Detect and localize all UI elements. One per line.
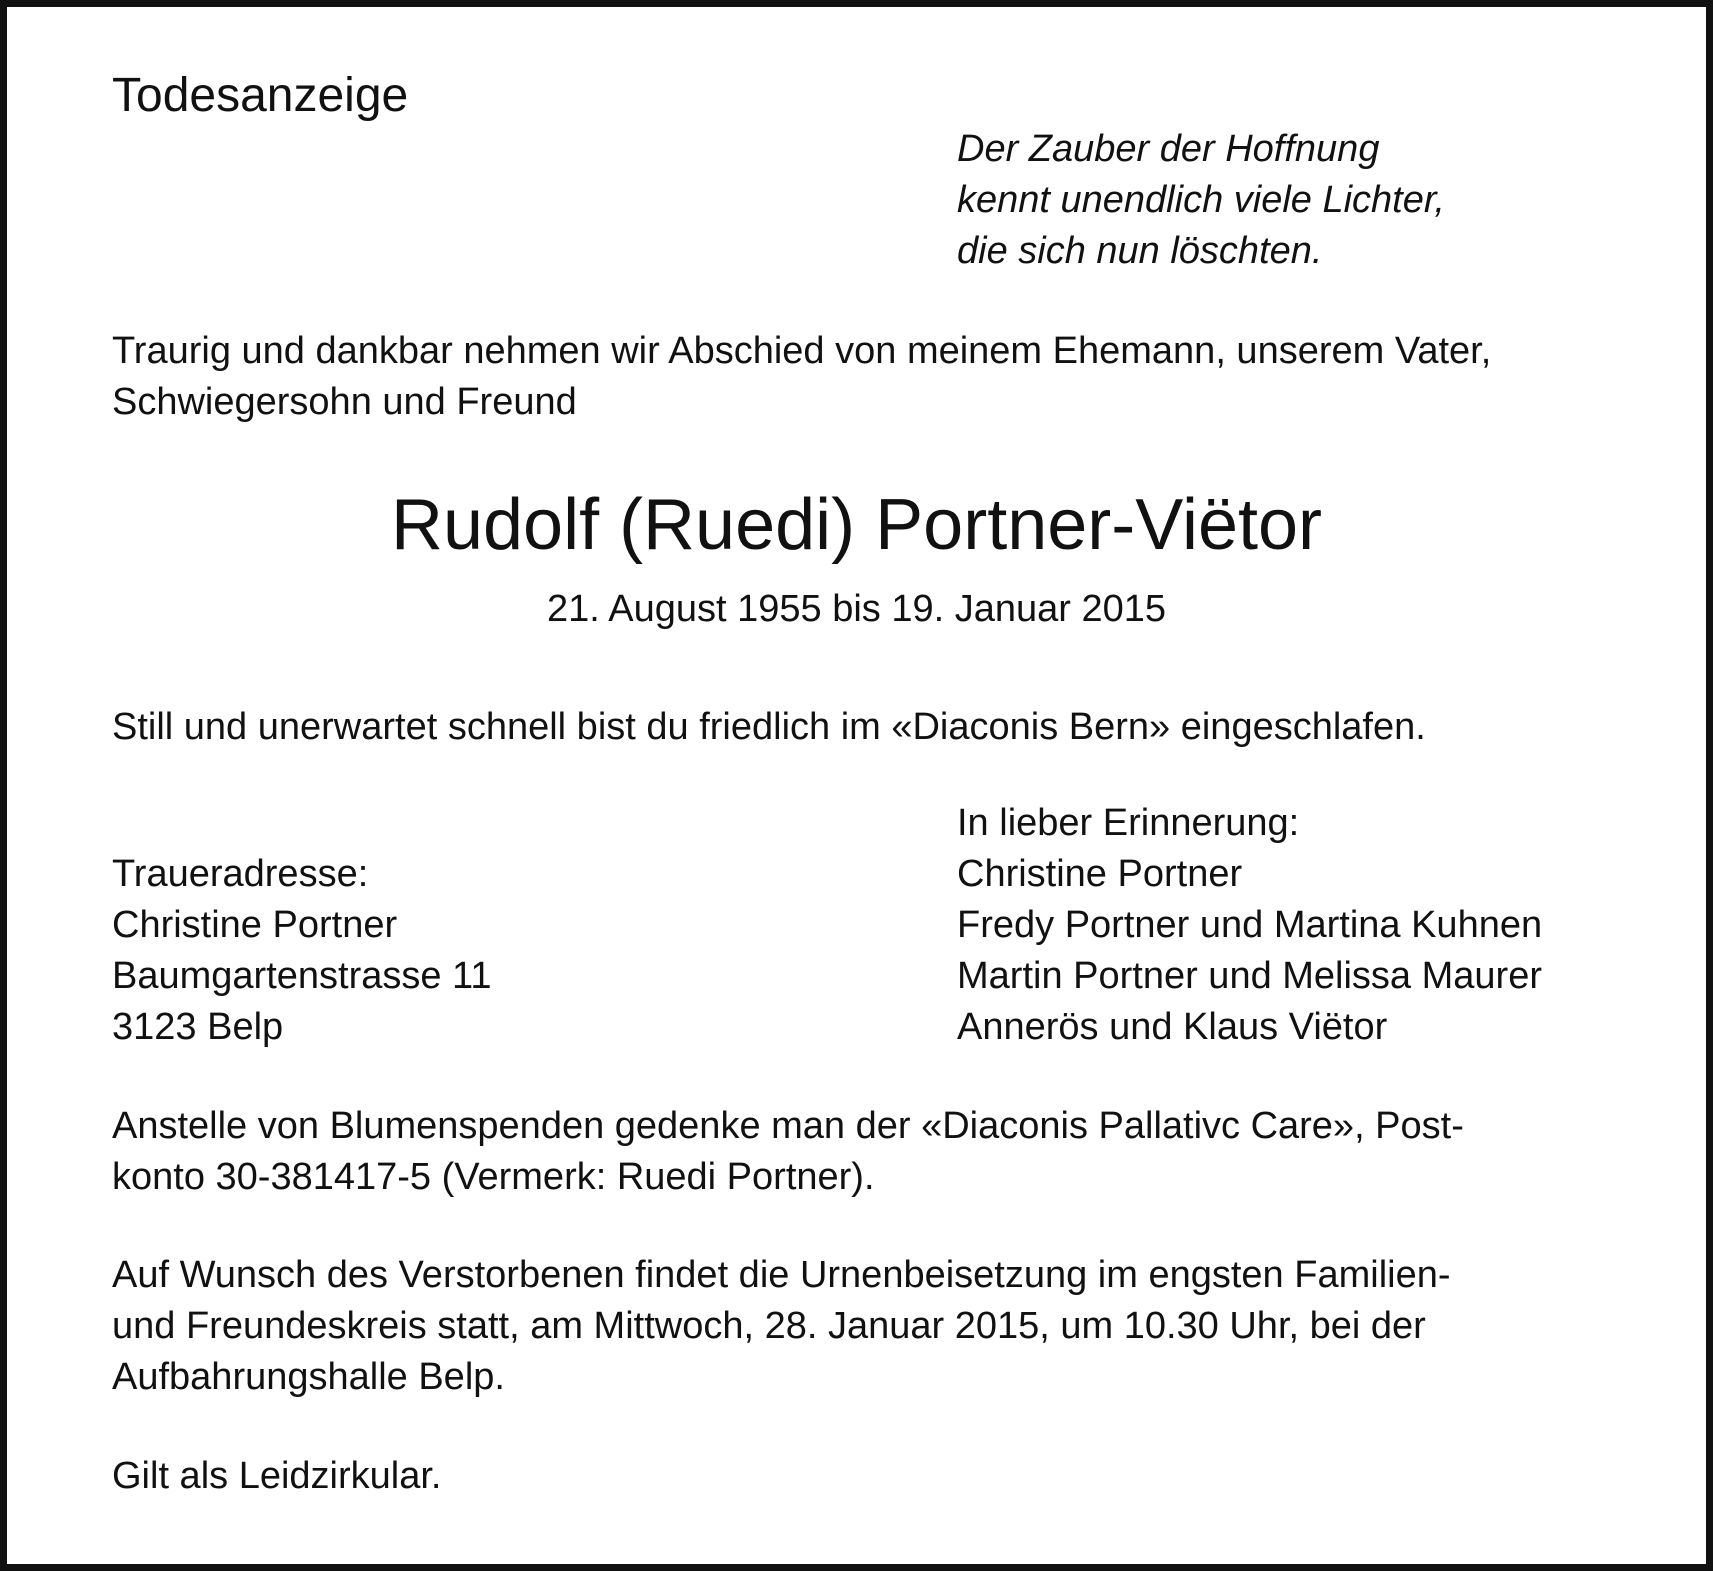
- mourning-address: [112, 849, 492, 1053]
- notice-heading: Todesanzeige: [112, 69, 409, 122]
- closing-note: Gilt als Leidzirkular.: [112, 1455, 442, 1497]
- address-line: 3123 Belp: [112, 1006, 284, 1048]
- donation-line: Anstelle von Blumenspenden gedenke man der «Diaconis Pallativc Care», Post-: [112, 1105, 1464, 1147]
- address-line: Baumgartenstrasse 11: [112, 955, 492, 997]
- address-line: Christine Portner: [112, 904, 398, 946]
- donation-line: konto 30-381417-5 (Vermerk: Ruedi Portner).: [112, 1156, 875, 1198]
- quote-line: Der Zauber der Hoffnung: [957, 128, 1380, 170]
- in-memory-label: In lieber Erinnerung:: [957, 802, 1300, 844]
- death-statement: Still und unerwartet schnell bist du friedlich im «Diaconis Bern» eingeschlafen.: [112, 706, 1426, 748]
- funeral-line: Aufbahrungshalle Belp.: [112, 1356, 505, 1398]
- intro-line: Traurig und dankbar nehmen wir Abschied von meinem Ehemann, unserem Vater,: [112, 330, 1492, 372]
- mourner-name: Christine Portner: [957, 853, 1243, 895]
- in-memory-list: [957, 798, 1542, 1053]
- funeral-line: und Freundeskreis statt, am Mittwoch, 28. Januar 2015, um 10.30 Uhr, bei der: [112, 1305, 1426, 1347]
- funeral-note: [112, 1250, 1451, 1403]
- life-dates: 21. August 1955 bis 19. Januar 2015: [546, 588, 1167, 630]
- mourning-address-label: Traueradresse:: [112, 853, 369, 895]
- intro-text: [112, 326, 1491, 428]
- memorial-quote: [957, 124, 1445, 277]
- intro-line: Schwiegersohn und Freund: [112, 381, 577, 423]
- quote-line: kennt unendlich viele Lichter,: [957, 179, 1445, 221]
- funeral-line: Auf Wunsch des Verstorbenen findet die Urnenbeisetzung im engsten Familien-: [112, 1254, 1451, 1296]
- deceased-name: Rudolf (Ruedi) Portner-Viëtor: [390, 485, 1323, 565]
- mourner-name: Martin Portner und Melissa Maurer: [957, 955, 1542, 997]
- mourner-name: Fredy Portner und Martina Kuhnen: [957, 904, 1543, 946]
- mourner-name: Annerös und Klaus Viëtor: [957, 1006, 1388, 1048]
- quote-line: die sich nun löschten.: [957, 230, 1323, 272]
- donation-note: [112, 1101, 1464, 1203]
